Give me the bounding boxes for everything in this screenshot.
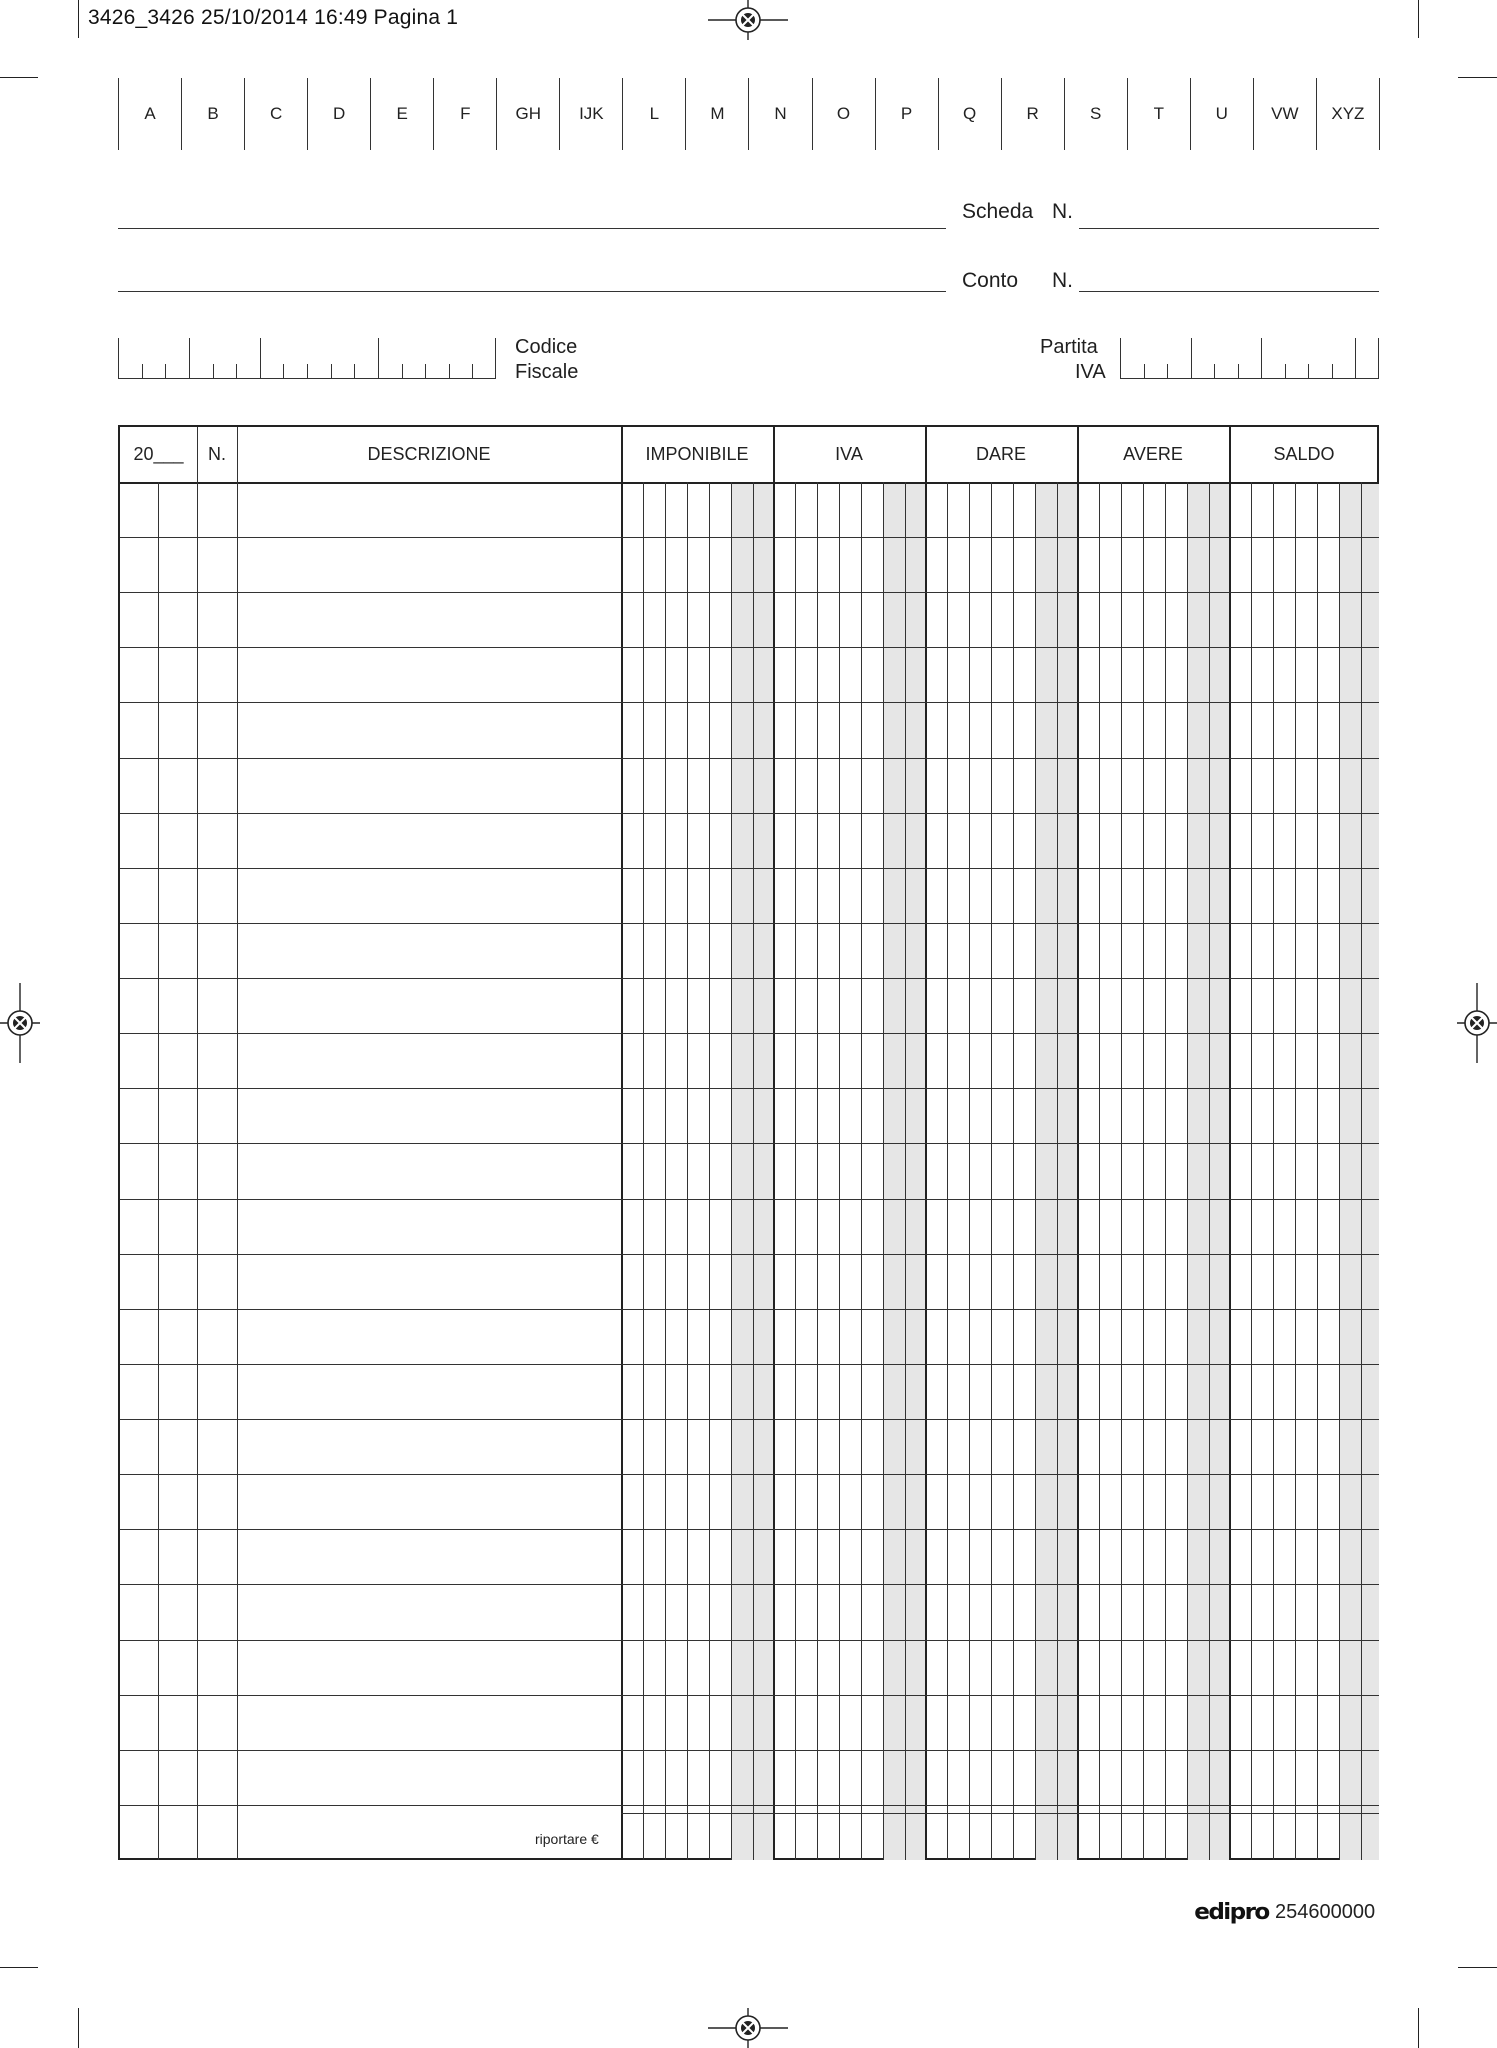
- crop-mark: [0, 1967, 38, 1968]
- alpha-tab: IJK: [560, 78, 623, 150]
- digit-divider: [969, 482, 970, 1860]
- iva-label: IVA: [1075, 361, 1106, 383]
- digit-divider: [1035, 482, 1036, 1860]
- partita-label: Partita: [1040, 336, 1098, 358]
- table-row-line: [120, 758, 1379, 759]
- alpha-tab: VW: [1254, 78, 1317, 150]
- alpha-tab: T: [1128, 78, 1191, 150]
- digit-divider: [709, 482, 710, 1860]
- name-line[interactable]: [118, 228, 946, 229]
- print-slug: 3426_3426 25/10/2014 16:49 Pagina 1: [88, 6, 459, 29]
- registration-mark-icon: [708, 0, 788, 40]
- codice-fiscale-field[interactable]: [118, 338, 496, 379]
- digit-divider: [817, 482, 818, 1860]
- table-row-line: [120, 1088, 1379, 1089]
- table-row-line: [120, 923, 1379, 924]
- col-year-header: 20___: [133, 444, 184, 464]
- alpha-tab: A: [119, 78, 182, 150]
- alpha-tab: S: [1065, 78, 1128, 150]
- conto-number-line[interactable]: [1079, 291, 1379, 292]
- digit-divider: [1057, 482, 1058, 1860]
- registration-mark-icon: [1457, 983, 1497, 1063]
- digit-divider: [905, 482, 906, 1860]
- scheda-label: Scheda: [962, 200, 1034, 223]
- digit-divider: [1013, 482, 1014, 1860]
- col-saldo-header: SALDO: [1273, 444, 1335, 464]
- alpha-tab: GH: [497, 78, 560, 150]
- digit-divider: [1251, 482, 1252, 1860]
- crop-mark: [1458, 1967, 1497, 1968]
- digit-divider: [883, 482, 884, 1860]
- conto-n-label: N.: [1052, 269, 1073, 292]
- table-row-line: [120, 1529, 1379, 1530]
- digit-divider: [643, 482, 644, 1860]
- digit-divider: [795, 482, 796, 1860]
- table-row-line: [120, 813, 1379, 814]
- brand-logo: edipro: [1194, 1900, 1269, 1925]
- alpha-tab: P: [876, 78, 939, 150]
- scheda-number-line[interactable]: [1079, 228, 1379, 229]
- table-row-line: [120, 1143, 1379, 1144]
- alpha-tab: XYZ: [1317, 78, 1380, 150]
- alpha-tab: U: [1191, 78, 1254, 150]
- product-code: 254600000: [1275, 1901, 1376, 1923]
- table-row-line: [120, 1584, 1379, 1585]
- table-row-line: [120, 1364, 1379, 1365]
- digit-divider: [1143, 482, 1144, 1860]
- col-dare-header: DARE: [975, 444, 1026, 464]
- crop-mark: [78, 0, 79, 38]
- table-row-line: [120, 1805, 1379, 1806]
- alpha-tab: F: [434, 78, 497, 150]
- digit-divider: [947, 482, 948, 1860]
- digit-divider: [687, 482, 688, 1860]
- digit-divider: [1187, 482, 1188, 1860]
- table-row-line: [120, 1640, 1379, 1641]
- digit-divider: [1121, 482, 1122, 1860]
- digit-divider: [1165, 482, 1166, 1860]
- table-row-line: [120, 647, 1379, 648]
- crop-mark: [1418, 0, 1419, 38]
- table-row-line: [120, 978, 1379, 979]
- table-row-line: [120, 702, 1379, 703]
- digit-divider: [1273, 482, 1274, 1860]
- table-row-line: [120, 1750, 1379, 1751]
- digit-divider: [1339, 482, 1340, 1860]
- alpha-tab: C: [245, 78, 308, 150]
- alpha-tab: Q: [939, 78, 1002, 150]
- digit-divider: [665, 482, 666, 1860]
- digit-divider: [753, 482, 754, 1860]
- ledger-table: [118, 425, 1379, 1860]
- crop-mark: [78, 2008, 79, 2048]
- digit-divider: [731, 482, 732, 1860]
- crop-mark: [1418, 2008, 1419, 2048]
- crop-mark: [0, 77, 38, 78]
- alpha-tab: R: [1002, 78, 1065, 150]
- table-row-line: [120, 868, 1379, 869]
- digit-divider: [839, 482, 840, 1860]
- scheda-n-label: N.: [1052, 200, 1073, 223]
- riportare-label: riportare €: [535, 1831, 599, 1847]
- digit-divider: [1099, 482, 1100, 1860]
- partita-iva-field[interactable]: [1120, 338, 1379, 379]
- crop-mark: [1458, 77, 1497, 78]
- digit-divider: [861, 482, 862, 1860]
- table-row-line: [120, 1199, 1379, 1200]
- alphabet-index: [118, 78, 1380, 150]
- table-row-line: [120, 1033, 1379, 1034]
- col-avere-header: AVERE: [1123, 444, 1183, 464]
- alpha-tab: L: [623, 78, 686, 150]
- digit-divider: [1209, 482, 1210, 1860]
- fiscale-label: Fiscale: [515, 361, 579, 383]
- table-row-line: [120, 1419, 1379, 1420]
- carry-forward-line: [621, 1813, 1379, 1814]
- digit-divider: [991, 482, 992, 1860]
- col-number-header: N.: [208, 444, 226, 464]
- registration-mark-icon: [708, 2008, 788, 2048]
- address-line[interactable]: [118, 291, 946, 292]
- codice-label: Codice: [515, 336, 578, 358]
- col-descrizione-header: DESCRIZIONE: [367, 444, 491, 464]
- alpha-tab: M: [686, 78, 749, 150]
- digit-divider: [1317, 482, 1318, 1860]
- table-row-line: [120, 1474, 1379, 1475]
- alpha-tab: O: [813, 78, 876, 150]
- alpha-tab: D: [308, 78, 371, 150]
- conto-label: Conto: [962, 269, 1019, 292]
- registration-mark-icon: [0, 983, 40, 1063]
- table-row-line: [120, 537, 1379, 538]
- alpha-tab: E: [371, 78, 434, 150]
- table-row-line: [120, 1254, 1379, 1255]
- alpha-tab: B: [182, 78, 245, 150]
- table-row-line: [120, 1695, 1379, 1696]
- table-row-line: [120, 1309, 1379, 1310]
- digit-divider: [1295, 482, 1296, 1860]
- table-row-line: [120, 592, 1379, 593]
- col-iva-header: IVA: [835, 444, 863, 464]
- col-imponibile-header: IMPONIBILE: [645, 444, 749, 464]
- alpha-tab: N: [749, 78, 812, 150]
- digit-divider: [1361, 482, 1362, 1860]
